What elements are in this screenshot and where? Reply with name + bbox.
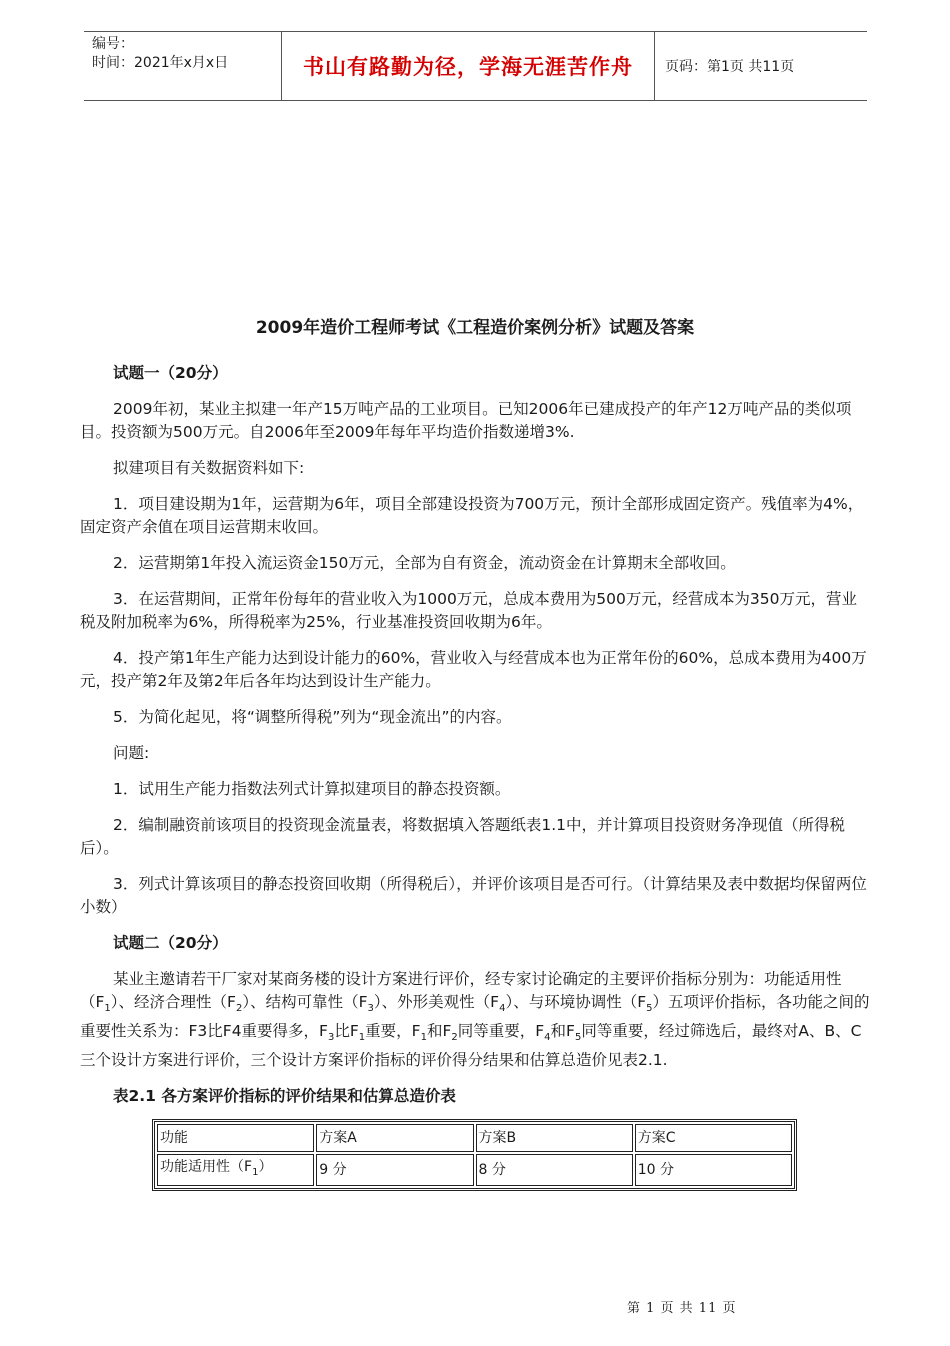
header-motto: 书山有路勤为径，学海无涯苦作舟 xyxy=(303,54,633,79)
question-two-heading: 试题二（20分） xyxy=(113,934,228,952)
paragraph: 某业主邀请若干厂家对某商务楼的设计方案进行评价，经专家讨论确定的主要评价指标分别为：功能适用性$(F_1)$、经济合理性$(F_2)$、结构可靠性$(F_3)$、外形美观性$(F_4)$、与环境协调性$(F_5)$五项评价指标，各功能之间的重要性关系为：F3比F4重要得多，$F_3$比$F_1$重要，$F_1$和$F_2$同等重要，$F_4$和$F_5$同等重要，经过筛选后，最终对A、B、C三个设计方案进行评价，三个设计方案评价指标的评价得分结果和估算总造价见表2.1. xyxy=(80,970,870,1070)
list-item: 5．为简化起见，将“调整所得税”列为“现金流出”的内容。 xyxy=(113,708,512,726)
question-item: 1．试用生产能力指数法列式计算拟建项目的静态投资额。 xyxy=(113,780,511,798)
list-item: 3．在运营期间，正常年份每年的营业收入为1000万元，总成本费用为500万元，经营成本为350万元，营业税及附加税率为6%，所得税率为25%，行业基准投资回收期为6年。 xyxy=(80,590,857,631)
document-title: 2009年造价工程师考试《工程造价案例分析》试题及答案 xyxy=(255,318,695,338)
table-cell: 8 分 xyxy=(476,1154,633,1186)
table-row xyxy=(157,1154,792,1186)
document-body xyxy=(80,362,872,1191)
table-cell: 10 分 xyxy=(635,1154,792,1186)
evaluation-table xyxy=(152,1119,797,1191)
page-header xyxy=(84,31,867,101)
table-cell: 9 分 xyxy=(316,1154,473,1186)
list-item: 2．运营期第1年投入流运资金150万元，全部为自有资金，流动资金在计算期末全部收回。 xyxy=(113,554,736,572)
table-header-row xyxy=(157,1124,792,1152)
header-page-info: 页码：第1页 共11页 xyxy=(665,59,795,75)
table-header-cell: 方案A xyxy=(316,1124,473,1152)
table-cell: 功能适用性$(F_1)$ xyxy=(157,1154,314,1186)
table-header-cell: 功能 xyxy=(157,1124,314,1152)
header-meta xyxy=(84,32,282,100)
table-header-cell: 方案B xyxy=(476,1124,633,1152)
doc-number-label: 编号： xyxy=(92,36,134,52)
question-item: 3．列式计算该项目的静态投资回收期（所得税后），并评价该项目是否可行。（计算结果及表中数据均保留两位小数） xyxy=(80,875,867,916)
paragraph: 拟建项目有关数据资料如下: xyxy=(113,459,305,477)
table-header-cell: 方案C xyxy=(635,1124,792,1152)
list-item: 1．项目建设期为1年，运营期为6年，项目全部建设投资为700万元，预计全部形成固定资产。残值率为4%，固定资产余值在项目运营期末收回。 xyxy=(80,495,864,536)
question-one-heading: 试题一（20分） xyxy=(113,364,228,382)
question-item: 2．编制融资前该项目的投资现金流量表，将数据填入答题纸表1.1中，并计算项目投资财务净现值（所得税后）。 xyxy=(80,816,846,857)
list-item: 4．投产第1年生产能力达到设计能力的60%，营业收入与经营成本也为正常年份的60%，总成本费用为400万元，投产第2年及第2年后各年均达到设计生产能力。 xyxy=(80,649,867,690)
questions-label: 问题: xyxy=(113,744,150,762)
doc-time-label: 时间：2021年x月x日 xyxy=(92,55,229,71)
header-motto-cell xyxy=(282,32,655,100)
page-footer: 第 1 页 共 11 页 xyxy=(627,1301,737,1316)
table-caption: 表2.1 各方案评价指标的评价结果和估算总造价表 xyxy=(113,1087,456,1106)
paragraph: 2009年初，某业主拟建一年产15万吨产品的工业项目。已知2006年已建成投产的年产12万吨产品的类似项目。投资额为500万元。自2006年至2009年每年平均造价指数递增3%. xyxy=(80,400,852,441)
